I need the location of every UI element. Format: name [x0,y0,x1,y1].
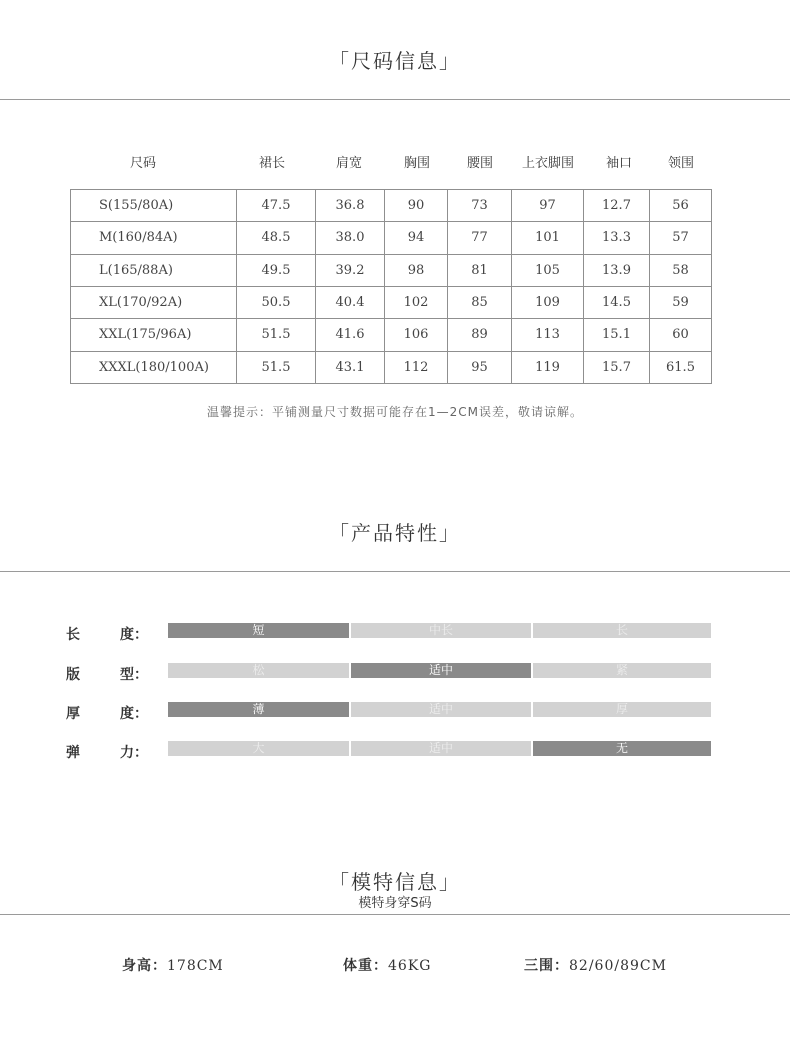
measurement-cell: 58 [650,254,712,286]
model-weight-value: 46KG [388,958,432,974]
measurement-cell: 13.9 [584,254,650,286]
model-height-value: 178CM [167,958,224,974]
measurement-cell: 95 [448,351,512,383]
size-cell: M(160/84A) [71,222,237,254]
feature-option-selected: 适中 [351,663,531,678]
measurement-cell: 14.5 [584,286,650,318]
feature-label-b: 度： [120,627,148,643]
feature-option: 中长 [351,623,531,638]
size-table [70,189,712,384]
measurement-cell: 81 [448,254,512,286]
measurement-cell: 94 [385,222,448,254]
measurement-cell: 51.5 [237,351,316,383]
model-measurements-value: 82/60/89CM [569,958,667,974]
measurement-cell: 101 [512,222,584,254]
table-row [71,254,712,286]
measurement-cell: 102 [385,286,448,318]
header-size: 尺码 [129,156,157,171]
measurement-cell: 57 [650,222,712,254]
header-waist: 腰围 [466,156,494,171]
measurement-cell: 49.5 [237,254,316,286]
measurement-cell: 105 [512,254,584,286]
measurement-cell: 98 [385,254,448,286]
header-dress-length: 裙长 [258,156,286,171]
measurement-cell: 36.8 [316,190,385,222]
measurement-cell: 113 [512,319,584,351]
measurement-cell: 12.7 [584,190,650,222]
model-measurements-label: 三围： [524,958,569,974]
feature-option-selected: 无 [533,741,711,756]
measurement-cell: 112 [385,351,448,383]
feature-label-a: 长 [66,627,80,643]
table-row [71,319,712,351]
size-cell: L(165/88A) [71,254,237,286]
feature-option: 长 [533,623,711,638]
header-collar: 领围 [667,156,695,171]
feature-option: 紧 [533,663,711,678]
divider [0,914,790,915]
measurement-cell: 13.3 [584,222,650,254]
measurement-cell: 85 [448,286,512,318]
table-row [71,222,712,254]
feature-label-b: 力： [120,745,148,761]
measurement-cell: 59 [650,286,712,318]
measurement-cell: 56 [650,190,712,222]
feature-option: 适中 [351,741,531,756]
table-row [71,351,712,383]
measurement-cell: 43.1 [316,351,385,383]
model-section-title: 「模特信息」 [329,870,461,894]
measurement-cell: 40.4 [316,286,385,318]
measurement-cell: 97 [512,190,584,222]
model-height [122,955,224,975]
features-section-title: 「产品特性」 [329,521,461,545]
measurement-cell: 119 [512,351,584,383]
measurement-cell: 39.2 [316,254,385,286]
model-weight [343,955,431,975]
measurement-cell: 41.6 [316,319,385,351]
measurement-cell: 90 [385,190,448,222]
header-cuff: 袖口 [605,156,633,171]
measurement-cell: 109 [512,286,584,318]
feature-option-selected: 短 [168,623,349,638]
divider [0,99,790,100]
measurement-cell: 50.5 [237,286,316,318]
feature-option: 松 [168,663,349,678]
feature-option: 大 [168,741,349,756]
measurement-cell: 15.7 [584,351,650,383]
measurement-cell: 47.5 [237,190,316,222]
size-cell: XXXL(180/100A) [71,351,237,383]
divider [0,571,790,572]
measurement-cell: 61.5 [650,351,712,383]
feature-label-b: 型： [120,667,148,683]
header-bust: 胸围 [403,156,431,171]
size-section-title: 「尺码信息」 [329,49,461,73]
measurement-cell: 15.1 [584,319,650,351]
feature-label-b: 度： [120,706,148,722]
feature-option: 适中 [351,702,531,717]
feature-label-a: 版 [66,667,80,683]
header-hem: 上衣脚围 [521,156,575,171]
measurement-cell: 51.5 [237,319,316,351]
table-row [71,286,712,318]
feature-label-a: 厚 [66,706,80,722]
measurement-cell: 77 [448,222,512,254]
model-subtitle: 模特身穿S码 [358,896,432,911]
size-cell: XXL(175/96A) [71,319,237,351]
table-row [71,190,712,222]
size-cell: S(155/80A) [71,190,237,222]
feature-label-a: 弹 [66,745,80,761]
model-weight-label: 体重： [343,958,388,974]
feature-option: 厚 [533,702,711,717]
measurement-cell: 89 [448,319,512,351]
size-cell: XL(170/92A) [71,286,237,318]
measurement-note: 温馨提示：平铺测量尺寸数据可能存在1—2CM误差，敬请谅解。 [206,405,583,419]
header-shoulder: 肩宽 [335,156,363,171]
measurement-cell: 73 [448,190,512,222]
model-height-label: 身高： [122,958,167,974]
model-measurements [524,955,667,975]
measurement-cell: 48.5 [237,222,316,254]
measurement-cell: 60 [650,319,712,351]
measurement-cell: 38.0 [316,222,385,254]
feature-option-selected: 薄 [168,702,349,717]
measurement-cell: 106 [385,319,448,351]
